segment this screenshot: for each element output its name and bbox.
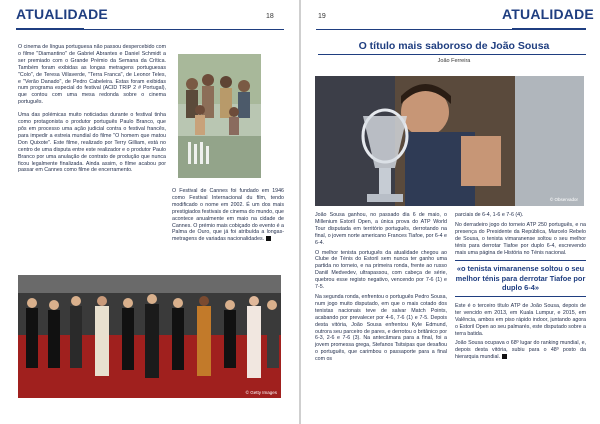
paragraph: parciais de 6-4, 1-6 e 7-6 (4). <box>455 212 524 218</box>
photo-credit: © Observador <box>549 197 578 202</box>
film-poster-image <box>178 54 261 178</box>
paragraph: O cinema de língua portuguesa não passou despercebido com o filme "Diamantino" de Gabriel Abrantes e Daniel Schmidt a ser premiado com o Grande Prémio da Semana da Crítica. Também foram exibidas as longas metragens portuguesas "Colo", de Teresa Villaverde, "Terra Franca", de Leonor Teles, e "Verão Danado", de Pedro Cabeleira. Estas foram exibidas num programa especial do festival (ACID TRIP 2 # Portugal), que contou com uma mesa redonda sobre o cinema português. <box>18 44 166 106</box>
title-rule <box>318 54 586 55</box>
paragraph-final <box>455 340 586 361</box>
end-of-article-mark <box>502 354 507 359</box>
photo-credit: © Getty Images <box>245 390 277 395</box>
header-rule-thin <box>316 29 512 30</box>
left-page <box>0 0 299 424</box>
paragraph: No derradeiro jogo do torneio ATP 250 português, e na presença do Presidente da República, Marcelo Rebelo de Sousa, o tenista vimaranense soltou o seu melhor ténis para derrotar Tiafoe por duplo 6-4, escrevendo mais uma página de História no Ténis nacional. <box>455 221 586 256</box>
paragraph: Este é o terceiro título ATP de João Sousa, depois de ter vencido em 2013, em Kuala Lumpur, e 2015, em Valência, ambos em piso rápido indoor, juntando agora o Estoril Open ao seu palmarés, este disputado sobre a terra batida. <box>455 302 586 337</box>
article-title: O título mais saboroso de João Sousa <box>358 40 550 52</box>
page-number: 18 <box>266 13 274 20</box>
paragraph: Na segunda ronda, enfrentou o português Pedro Sousa, num jogo muito disputado, em que o mais cotado dos tenistas nacionais teve de salvar Match Points, acabando por prevalecer por 4-6, 7-6 (1) e 7-5. Depois desta vitória, João Sousa enfrentou Kyle Edmund, outrora seu parceiro de pares, e derrotou o britânico por 6-3, 2-6 e 7-6 (3). Na antecâmara para a final, foi a jovem promessa grega, Stefanos Tsitsipas que desafiou o português, que carimbou o passaporte para a final com os <box>315 293 447 363</box>
article-column-1 <box>315 212 447 366</box>
paragraph: João Sousa ganhou, no passado dia 6 de maio, o Millenium Estoril Open, a única prova do ATP World Tour disputada em território português, derrotando na final, o jovem norte americano Frances Tiafoe, por 6-4 e 6-4. <box>315 212 447 246</box>
header-rule <box>512 28 586 30</box>
red-carpet-photo <box>18 275 281 398</box>
article-column-2 <box>455 212 586 364</box>
pull-quote: «o tenista vimaranense soltou o seu melhor ténis para derrotar Tiafoe por duplo 6-4» <box>455 260 586 297</box>
caption-text: O Festival de Cannes foi fundado em 1946 como Festival Internacional du film, tendo modificado o nome em 2002. É um dos mais prestigiados festivais de cinema do mundo, que acontece anualmente em maio na cidade de Cannes. O prémio mais cobiçado do evento é a Palma de Ouro, que já foi atribuída a longas-metragens de variadas nacionalidades. <box>172 188 284 243</box>
tennis-trophy-photo <box>315 76 584 206</box>
header-rule-thin <box>84 29 284 30</box>
paragraph: O melhor tenista português da atualidade chegou ao Clube de Ténis do Estoril sem nunca ter ganho uma partida no torneio, e na primeira ronda, frente ao russo Daniil Medvedev, ultrapassou, com cabeça de série, quebrou esse registo negativo, vencendo por 7-6 (1) e 7-5. <box>315 249 447 291</box>
end-of-article-mark <box>266 236 271 241</box>
article-author: João Ferreira <box>437 58 471 64</box>
article-column-left <box>18 44 166 177</box>
section-title: ATUALIDADE <box>16 6 108 22</box>
header-rule <box>16 28 84 30</box>
paragraph-text: João Sousa ocupava o 68º lugar do ranking mundial, e, depois desta vitória, subiu para o 48º posto da hierarquia mundial. <box>455 340 586 361</box>
poster-caption <box>172 188 284 243</box>
section-title: ATUALIDADE <box>502 6 594 22</box>
page-number: 19 <box>318 13 326 20</box>
paragraph: Uma das polémicas muito noticiadas durante o festival tinha como protagonista o produtor português Paulo Branco, que pôs em processo uma ação judicial contra o festival francês, para impedir a estreia mundial do filme "O homem que matou Don Quixote". Este filme, realizado por Terry Gilliam, está no centro de uma disputa entre este realizador e o produtor Paulo Branco por uma anulação de contrato de produção que nunca ficou legalmente finalizada. Ainda assim, o filme acabou por passar em Cannes como filme de encerramento. <box>18 112 166 174</box>
left-header <box>16 6 286 28</box>
